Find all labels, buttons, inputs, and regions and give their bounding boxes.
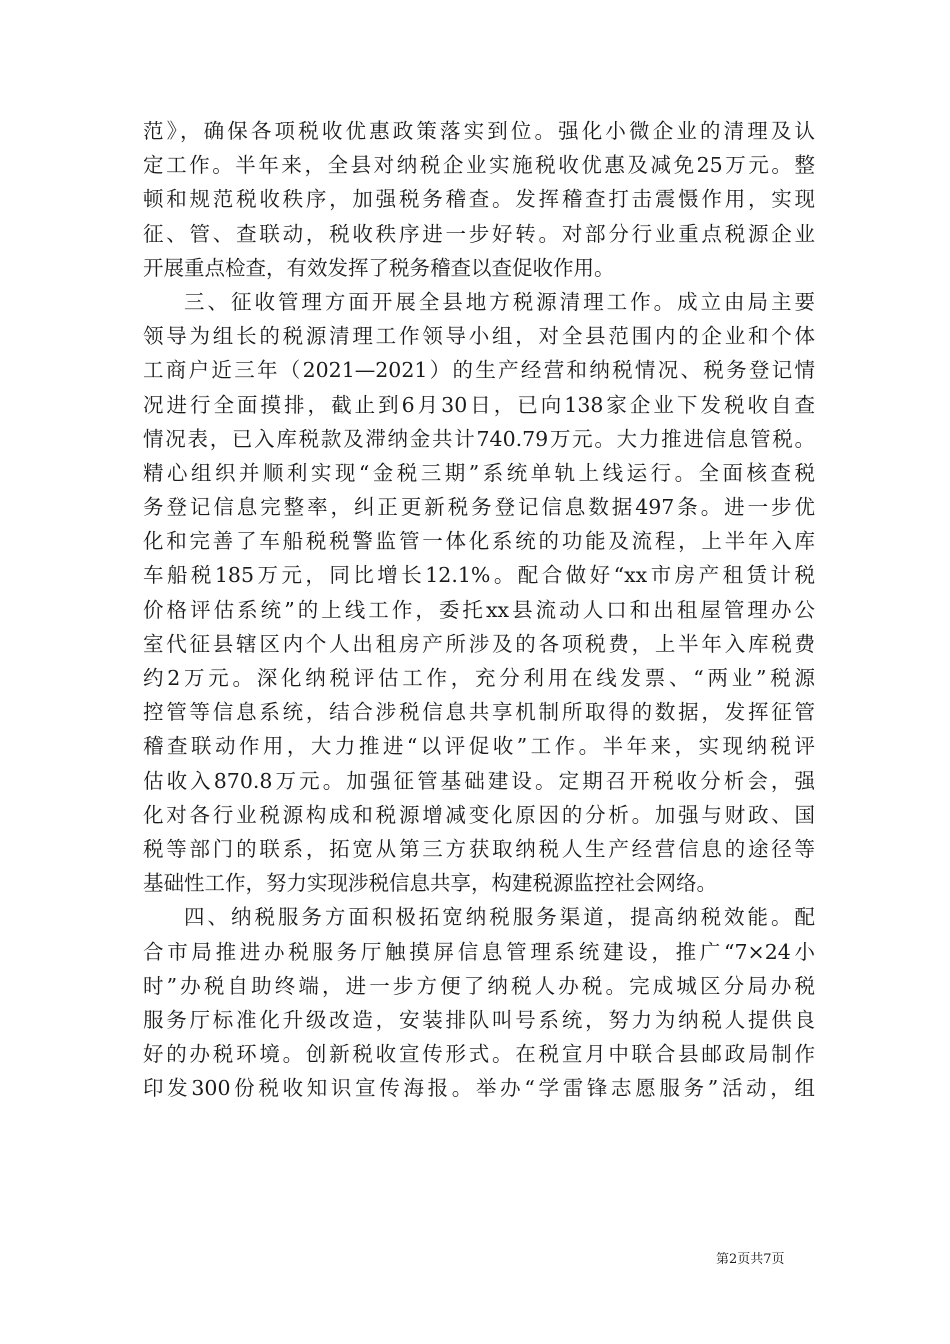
text-line: 控管等信息系统，结合涉税信息共享机制所取得的数据，发挥征管 — [143, 700, 815, 725]
text-line: 征、管、查联动，税收秩序进一步好转。对部分行业重点税源企业 — [143, 221, 815, 246]
paragraph — [143, 114, 815, 285]
text-line: 务登记信息完整率，纠正更新税务登记信息数据497条。进一步优 — [143, 495, 815, 520]
paragraph — [143, 900, 815, 1105]
text-line: 情况表，已入库税款及滞纳金共计740.79万元。大力推进信息管税。 — [143, 426, 815, 451]
text-line: 四、纳税服务方面积极拓宽纳税服务渠道，提高纳税效能。配 — [184, 905, 815, 930]
text-line: 工商户近三年（2021—2021）的生产经营和纳税情况、税务登记情 — [143, 358, 815, 383]
text-line: 三、征收管理方面开展全县地方税源清理工作。成立由局主要 — [184, 289, 815, 314]
text-line: 基础性工作，努力实现涉税信息共享，构建税源监控社会网络。 — [143, 871, 717, 896]
text-line: 好的办税环境。创新税收宣传形式。在税宣月中联合县邮政局制作 — [143, 1042, 815, 1067]
text-line: 合市局推进办税服务厅触摸屏信息管理系统建设，推广“7×24小 — [143, 939, 815, 964]
text-line: 估收入870.8万元。加强征管基础建设。定期召开税收分析会，强 — [143, 768, 815, 793]
text-line: 印发300份税收知识宣传海报。举办“学雷锋志愿服务”活动，组 — [143, 1076, 815, 1101]
text-line: 定工作。半年来，全县对纳税企业实施税收优惠及减免25万元。整 — [143, 153, 815, 178]
text-line: 精心组织并顺利实现“金税三期”系统单轨上线运行。全面核查税 — [143, 460, 815, 485]
text-line: 税等部门的联系，拓宽从第三方获取纳税人生产经营信息的途径等 — [143, 836, 815, 861]
text-line: 约2万元。深化纳税评估工作，充分利用在线发票、“两业”税源 — [143, 666, 815, 690]
document-body — [143, 114, 815, 1105]
text-line: 服务厅标准化升级改造，安装排队叫号系统，努力为纳税人提供良 — [143, 1007, 815, 1032]
text-line: 稽查联动作用，大力推进“以评促收”工作。半年来，实现纳税评 — [143, 734, 815, 759]
text-line: 领导为组长的税源清理工作领导小组，对全县范围内的企业和个体 — [143, 324, 815, 349]
text-line: 室代征县辖区内个人出租房产所涉及的各项税费，上半年入库税费 — [143, 631, 815, 656]
page-number-footer: 第2页共7页 — [716, 1252, 785, 1267]
text-line: 范》，确保各项税收优惠政策落实到位。强化小微企业的清理及认 — [143, 119, 815, 143]
text-line: 车船税185万元，同比增长12.1%。配合做好“xx市房产租赁计税 — [143, 563, 815, 588]
text-line: 况进行全面摸排，截止到6月30日，已向138家企业下发税收自查 — [143, 392, 815, 417]
text-line: 化和完善了车船税税警监管一体化系统的功能及流程，上半年入库 — [143, 529, 815, 554]
paragraph — [143, 285, 815, 900]
text-line: 开展重点检查，有效发挥了税务稽查以查促收作用。 — [143, 255, 615, 280]
text-line: 化对各行业税源构成和税源增减变化原因的分析。加强与财政、国 — [143, 802, 815, 827]
text-line: 价格评估系统”的上线工作，委托xx县流动人口和出租屋管理办公 — [143, 597, 815, 622]
text-line: 顿和规范税收秩序，加强税务稽查。发挥稽查打击震慑作用，实现 — [143, 187, 815, 212]
text-line: 时”办税自助终端，进一步方便了纳税人办税。完成城区分局办税 — [143, 973, 815, 998]
